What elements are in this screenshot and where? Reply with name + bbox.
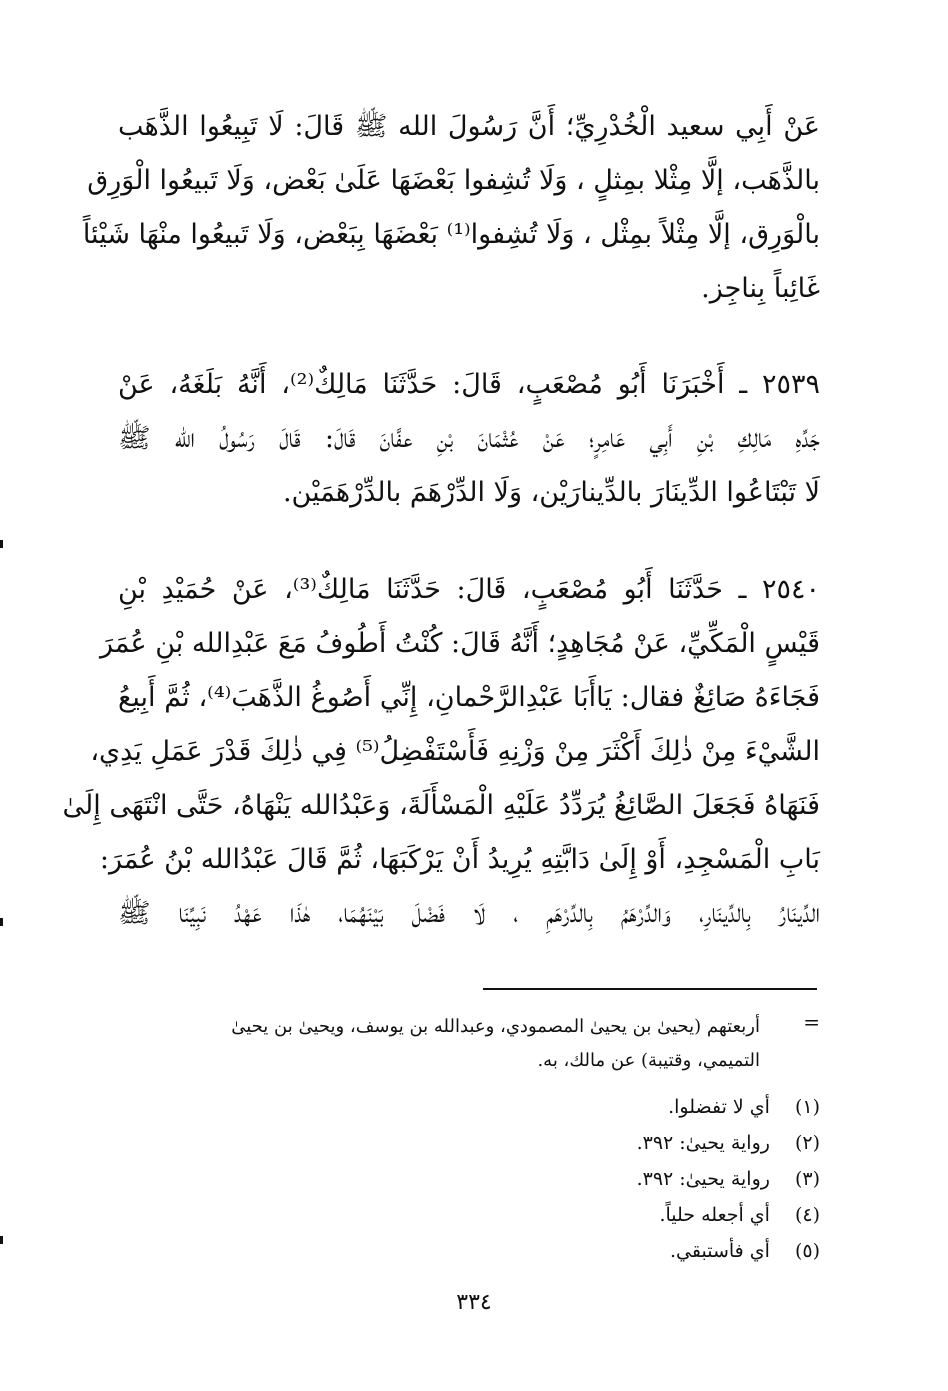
footnote-number: (١) bbox=[794, 1096, 820, 1118]
hadith-2539 bbox=[118, 358, 820, 520]
scan-edge-mark bbox=[0, 918, 3, 926]
text-line: الشَّيْءَ مِنْ ذٰلِكَ أَكْثَرَ مِنْ وَزْنِهِ فَأَسْتَفْضِلُ⁽⁵⁾ فِي ذٰلِكَ قَدْرَ عَمَلِ يَدِي، bbox=[90, 736, 820, 767]
text-line: عَنْ أَبِي سعيد الْخُدْرِيِّ؛ أَنَّ رَسُولَ الله ﷺ قَالَ: لَا تَبِيعُوا الذَّهَب bbox=[118, 111, 820, 142]
footnote-continuation bbox=[118, 1010, 820, 1078]
text-line: بالْوَرِق، إلَّا مِثْلاً بمِثْل ، وَلَا تُشِفوا⁽¹⁾ بَعْضَهَا بِبَعْض، وَلَا تَبيعُوا منْهَا شَيْئاً bbox=[82, 219, 820, 250]
footnote-2 bbox=[637, 1126, 820, 1160]
continuation-marker: = bbox=[803, 1010, 820, 1034]
footnote-3 bbox=[637, 1162, 820, 1196]
footnote-number: (٥) bbox=[794, 1240, 820, 1262]
footnote-text: أي أجعله حلياً. bbox=[659, 1204, 770, 1226]
scan-edge-mark bbox=[0, 540, 3, 548]
text-line: غَائِباً بِناجِز. bbox=[701, 273, 820, 304]
text-line: جَدِّهِ مَالِكِ بْنِ أَبِي عَامِرٍ؛ عَنْ عُثْمَانَ بْنِ عفَّانَ قَالَ: قَالَ رَسُولُ الله ﷺ bbox=[118, 423, 820, 454]
footnote-4 bbox=[659, 1198, 820, 1232]
footnotes bbox=[118, 1090, 820, 1280]
footnote-divider bbox=[483, 988, 817, 990]
footnote-line: أربعتهم (يحيىٰ بن يحيىٰ المصمودي، وعبدالله بن يوسف، ويحيىٰ بن يحيىٰ bbox=[231, 1016, 760, 1037]
footnote-5 bbox=[670, 1234, 820, 1268]
text-line: بَابِ الْمَسْجِدِ، أَوْ إِلَىٰ دَابَّتِهِ يُرِيدُ أَنْ يَرْكَبَهَا، ثُمَّ قَالَ عَبْدُالله بْنُ عُمَرَ: bbox=[99, 844, 820, 875]
text-line: ٢٥٣٩ ـ أَخْبَرَنَا أَبُو مُصْعَبٍ، قَالَ: حَدَّثَنَا مَالِكٌ⁽²⁾، أَنَّهُ بَلَغَهُ، عَنْ bbox=[118, 369, 820, 400]
footnote-1 bbox=[668, 1090, 820, 1124]
page-number: ٣٣٤ bbox=[456, 1290, 492, 1315]
text-line: قَيْسٍ الْمَكِّيِّ، عَنْ مُجَاهِدٍ؛ أَنَّهُ قَالَ: كُنْتُ أَطُوفُ مَعَ عَبْدِالله بْنِ عُمَرَ bbox=[100, 628, 820, 659]
text-line: بالذَّهَب، إلَّا مِثْلا بمِثلٍ ، وَلَا تُشِفوا بَعْضَهَا عَلَىٰ بَعْض، وَلَا تَبيعُوا الْوَرِق bbox=[87, 165, 820, 196]
footnote-number: (٤) bbox=[794, 1204, 820, 1226]
text-line: فَنَهَاهُ فَجَعَلَ الصَّائِغُ يُرَدِّدُ عَلَيْهِ الْمَسْأَلَةَ، وَعَبْدُالله يَنْهَاهُ، حَتَّى انْتَهَى إِلَىٰ bbox=[62, 790, 820, 821]
footnote-number: (٢) bbox=[794, 1132, 820, 1154]
scan-edge-mark bbox=[0, 1236, 3, 1244]
text-line: الدِّينَارُ بِالدِّينَارِ، وَالدِّرْهَمُ بِالدِّرْهَمِ ، لَا فَضْلَ بَيْنَهُمَا، هٰذَا عَهْدُ نَبِيِّنَا ﷺ bbox=[118, 898, 820, 929]
footnote-text: أي لا تفضلوا. bbox=[668, 1096, 770, 1118]
paragraph-1 bbox=[82, 100, 820, 316]
footnote-text: رواية يحيىٰ: ٣٩٢. bbox=[636, 1168, 770, 1190]
text-line: ٢٥٤٠ ـ حَدَّثَنَا أَبُو مُصْعَبٍ، قَالَ: حَدَّثَنَا مَالِكٌ⁽³⁾، عَنْ حُمَيْدِ بْنِ bbox=[118, 574, 820, 605]
footnote-number: (٣) bbox=[794, 1168, 820, 1190]
footnote-text: أي فأستبقي. bbox=[670, 1240, 770, 1262]
text-line: فَجَاءَهُ صَائِغٌ فقال: يَاأَبَا عَبْدِالرَّحْمانِ، إِنِّي أَصُوغُ الذَّهَبَ⁽⁴⁾، ثُمَّ أَبِيعُ bbox=[118, 682, 821, 713]
footnote-text: رواية يحيىٰ: ٣٩٢. bbox=[636, 1132, 770, 1154]
footnote-line: التميمي، وقتيبة) عن مالك، به. bbox=[537, 1050, 760, 1071]
text-line: لَا تَبْتَاعُوا الدِّينَارَ بالدِّينارَيْن، وَلَا الدِّرْهَمَ بالدِّرْهَمَيْن. bbox=[282, 477, 820, 508]
hadith-2540 bbox=[62, 563, 821, 941]
